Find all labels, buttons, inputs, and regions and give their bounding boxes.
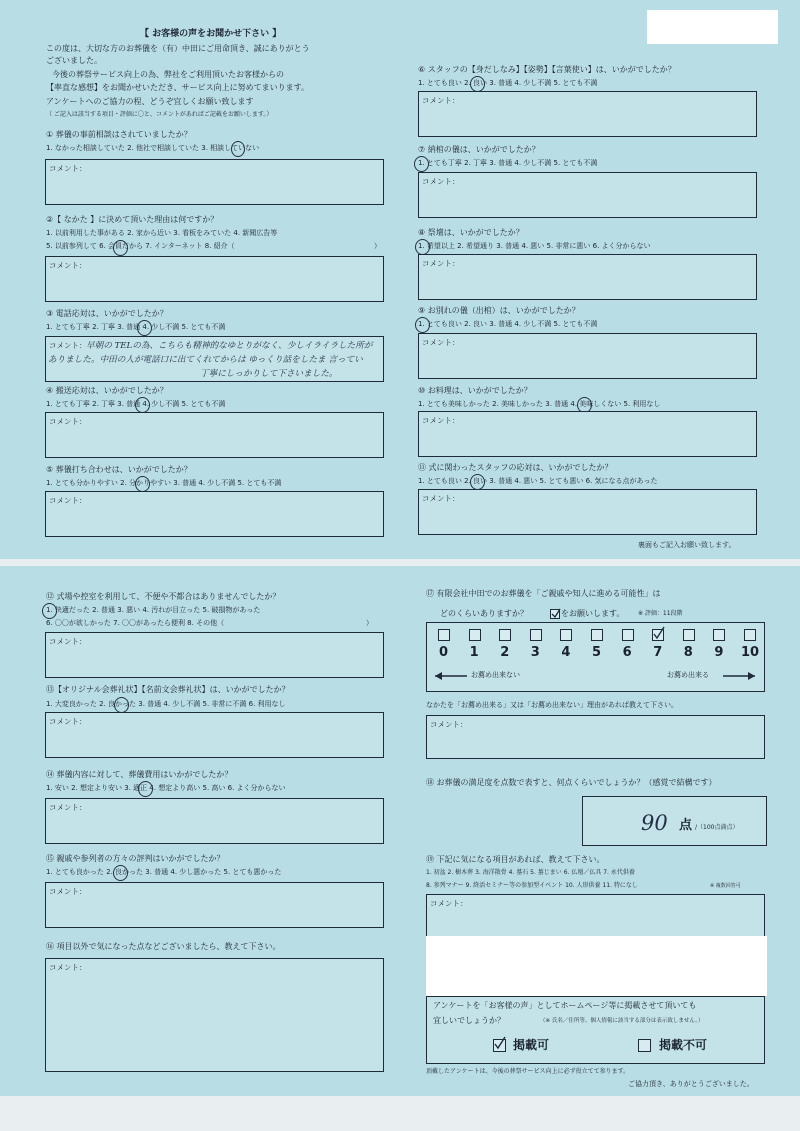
q15-options: 1. とても良かった 2. 良かった 3. 普通 4. 少し悪かった 5. とても悪かった — [46, 868, 282, 876]
survey-page-1 — [0, 0, 800, 559]
scale-left-label: お薦め出来ない — [471, 671, 520, 679]
q12-title: ⑫ 式場や控室を利用して、不便や不都合はありませんでしたか？ — [46, 592, 281, 601]
footer-thanks: ご協力頂き、ありがとうございました。 — [628, 1080, 754, 1088]
q12-options: 6. 〇〇が欲しかった 7. 〇〇があったら便利 8. その他（ — [46, 619, 225, 627]
comment-label: コメント： — [49, 341, 87, 350]
q7-options: 1. とても丁寧 2. 丁寧 3. 普通 4. 少し不満 5. とても不満 — [418, 159, 598, 167]
q18-score-box[interactable] — [582, 796, 767, 846]
q2-options: 5. 以前参列して 6. 会員だから 7. インターネット 8. 紹介（ — [46, 242, 235, 250]
answer-circle — [138, 781, 153, 797]
intro-line: アンケートへのご協力の程、どうぞ宜しくお願い致します — [46, 97, 254, 106]
comment-label: コメント： — [49, 717, 87, 726]
q14-comment-box[interactable] — [45, 798, 384, 844]
q15-comment-box[interactable] — [45, 882, 384, 928]
q14-options: 1. 安い 2. 想定より安い 3. 適正 4. 想定より高い 5. 高い 6. よく分からない — [46, 784, 286, 792]
comment-label: コメント： — [49, 963, 87, 972]
answer-circle — [113, 240, 128, 256]
comment-label: コメント： — [49, 803, 87, 812]
q17-check-note: をお願いします。 — [561, 609, 625, 618]
handwritten-comment: 丁寧にしっかりして下さいました。 — [200, 369, 338, 379]
score-unit: 点 — [679, 818, 693, 833]
answer-circle — [414, 156, 429, 172]
answer-circle — [470, 76, 485, 92]
q8-comment-box[interactable] — [418, 254, 757, 300]
page-footer: 裏面もご記入お願い致します。 — [638, 541, 736, 549]
comment-label: コメント： — [49, 887, 87, 896]
q8-title: ⑧ 祭壇は、いかがでしたか？ — [418, 228, 524, 237]
intro-line: 今後の葬祭サービス向上の為、弊社をご利用頂いたお客様からの — [52, 70, 284, 79]
handwritten-comment: 早朝の TELの為、こちらも精神的なゆとりがなく、少しイライラした所が — [86, 341, 373, 351]
scale-number-5: 5 — [592, 645, 602, 660]
check-mark-icon — [494, 1038, 506, 1050]
q2-options-end: ） — [374, 242, 381, 250]
q3-title: ③ 電話応対は、いかがでしたか？ — [46, 309, 168, 318]
q17-subtitle: どのくらいありますか？ — [440, 609, 528, 618]
scale-number-4: 4 — [561, 645, 571, 660]
q1-title: ① 葬儀の事前相談はされていましたか？ — [46, 130, 192, 139]
publish-question: 宜しいでしょうか？ — [433, 1016, 505, 1025]
q10-comment-box[interactable] — [418, 411, 757, 457]
redacted-area — [426, 936, 767, 996]
publish-yes-checkbox[interactable] — [493, 1039, 506, 1052]
answer-circle — [231, 141, 245, 157]
comment-label: コメント： — [422, 416, 460, 425]
q7-comment-box[interactable] — [418, 172, 757, 218]
scale-number-9: 9 — [714, 645, 724, 660]
answer-circle — [415, 239, 430, 255]
answer-circle — [470, 474, 485, 490]
q19-options: 8. 参列マナー 9. 終活セミナー等の参加型イベント 10. 人形供養 11. 特になし — [426, 882, 638, 889]
q5-options: 1. とても分かりやすい 2. 分かりやすい 3. 普通 4. 少し不満 5. とても不満 — [46, 479, 282, 487]
comment-label: コメント： — [49, 417, 87, 426]
comment-label: コメント： — [422, 96, 460, 105]
scale-number-8: 8 — [683, 645, 693, 660]
q17-reason-prompt: なかたを「お薦め出来る」又は「お薦め出来ない」理由があれば教えて下さい。 — [426, 701, 678, 709]
q11-options: 1. とても良い 2. 良い 3. 普通 4. 悪い 5. とても悪い 6. 気になる点があった — [418, 477, 658, 485]
footer-note: 頂戴したアンケートは、今後の葬祭サービス向上に必ず役立てて参ります。 — [426, 1068, 630, 1075]
q2-options: 1. 以前利用した事がある 2. 家から近い 3. 看板をみていた 4. 新聞広告等 — [46, 229, 278, 237]
scale-number-10: 10 — [741, 645, 760, 660]
comment-label: コメント： — [49, 637, 87, 646]
score-value: 90 — [641, 811, 668, 835]
q17-scale-note: ※ 評価：11段階 — [638, 610, 683, 617]
q11-comment-box[interactable] — [418, 489, 757, 535]
q4-comment-box[interactable] — [45, 412, 384, 458]
page-title: 【 お客様の声をお聞かせ下さい 】 — [140, 29, 282, 39]
q7-title: ⑦ 納棺の儀は、いかがでしたか？ — [418, 145, 540, 154]
scale-right-label: お薦め出来る — [667, 671, 709, 679]
q4-options: 1. とても丁寧 2. 丁寧 3. 普通 4. 少し不満 5. とても不満 — [46, 400, 226, 408]
intro-line: この度は、大切な方のお葬儀を（有）中田にご用命頂き、誠にありがとう — [46, 44, 310, 53]
q1-options: 1. なかった相談していた 2. 他社で相談していた 3. 相談していない — [46, 144, 260, 152]
comment-label: コメント： — [422, 494, 460, 503]
intro-line: ございました。 — [46, 56, 102, 65]
scale-number-3: 3 — [530, 645, 540, 660]
q1-comment-box[interactable] — [45, 159, 384, 205]
publish-permission-box — [426, 996, 765, 1064]
answer-circle — [415, 317, 430, 333]
q10-title: ⑩ お料理は、いかがでしたか？ — [418, 386, 532, 395]
q19-multi-note: ※ 複数回答可 — [710, 883, 741, 889]
q11-title: ⑪ 式に関わったスタッフの応対は、いかがでしたか？ — [418, 463, 613, 472]
q17-comment-box[interactable] — [426, 715, 765, 759]
publish-no-checkbox[interactable] — [638, 1039, 651, 1052]
score-max-note: /（100点満点） — [695, 824, 739, 831]
check-sample-box — [550, 609, 560, 619]
comment-label: コメント： — [430, 899, 468, 908]
q19-comment-box[interactable] — [426, 894, 765, 938]
comment-label: コメント： — [49, 496, 87, 505]
q9-comment-box[interactable] — [418, 333, 757, 379]
q8-options: 1. 希望以上 2. 希望通り 3. 普通 4. 悪い 5. 非常に悪い 6. よく分からない — [418, 242, 651, 250]
q6-options: 1. とても良い 2. 良い 3. 普通 4. 少し不満 5. とても不満 — [418, 79, 598, 87]
comment-label: コメント： — [422, 177, 460, 186]
q5-comment-box[interactable] — [45, 491, 384, 537]
scale-arrows — [427, 623, 764, 691]
q4-title: ④ 搬送応対は、いかがでしたか？ — [46, 386, 168, 395]
q10-options: 1. とても美味しかった 2. 美味しかった 3. 普通 4. 美味しくない 5. 利用なし — [418, 400, 661, 408]
arrow-right-icon — [748, 672, 755, 680]
handwritten-comment: ありました。中田の人が電話口に出てくれてからは ゆっくり話をしたま 言ってい — [48, 355, 363, 365]
scale-number-7: 7 — [653, 645, 663, 660]
q13-options: 1. 大変良かった 2. 良かった 3. 普通 4. 少し不満 5. 非常に不満 6. 利用なし — [46, 700, 286, 708]
answer-circle — [135, 397, 150, 413]
q3-options: 1. とても丁寧 2. 丁寧 3. 普通 4. 少し不満 5. とても不満 — [46, 323, 226, 331]
q6-comment-box[interactable] — [418, 91, 757, 137]
comment-label: コメント： — [49, 261, 87, 270]
answer-circle — [137, 320, 152, 336]
comment-label: コメント： — [422, 259, 460, 268]
recommend-scale — [426, 622, 765, 692]
q17-title: ⑰ 有限会社中田でのお葬儀を「ご親戚や知人に進める可能性」は — [426, 589, 661, 598]
publish-note: （※ 氏名／住所等、個人情報に該当する部分は表示致しません。） — [540, 1018, 704, 1024]
publish-question: アンケートを「お客様の声」としてホームページ等に掲載させて頂いても — [433, 1001, 697, 1010]
q12-options: 1. 快適だった 2. 普通 3. 悪い 4. 汚れが目立った 5. 破損物があった — [46, 606, 261, 614]
q2-comment-box[interactable] — [45, 256, 384, 302]
redacted-area — [647, 10, 778, 44]
q18-title: ⑱ お葬儀の満足度を点数で表すと、何点くらいでしょうか？（感覚で結構です） — [426, 778, 717, 787]
check-mark-icon — [551, 609, 561, 619]
intro-line: （ ご記入は該当する項目・評価に〇と、コメントがあればご記載をお願いします。） — [46, 111, 273, 118]
q6-title: ⑥ スタッフの【身だしなみ】【姿勢】【言葉使い】は、いかがでしたか？ — [418, 65, 676, 74]
q16-title: ⑯ 項目以外で気になった点などございましたら、教えて下さい。 — [46, 942, 281, 951]
comment-label: コメント： — [49, 164, 87, 173]
q12-options-end: ） — [366, 619, 373, 627]
survey-page-2 — [0, 566, 800, 1096]
q5-title: ⑤ 葬儀打ち合わせは、いかがでしたか？ — [46, 465, 192, 474]
q13-comment-box[interactable] — [45, 712, 384, 758]
arrow-left-icon — [435, 672, 442, 680]
q19-options: 1. 初盆 2. 樹木葬 3. 海洋散骨 4. 墓石 5. 墓じまい 6. 仏壇／仏具 7. 永代供養 — [426, 869, 635, 876]
q19-title: ⑲ 下記に気になる項目があれば、教えて下さい。 — [426, 855, 605, 864]
q15-title: ⑮ 親戚や参列者の方々の評判はいかがでしたか？ — [46, 854, 225, 863]
comment-label: コメント： — [422, 338, 460, 347]
answer-circle — [135, 476, 150, 492]
q9-title: ⑨ お別れの儀（出棺）は、いかがでしたか？ — [418, 306, 580, 315]
scale-number-0: 0 — [439, 645, 449, 660]
q16-comment-box[interactable] — [45, 958, 384, 1072]
q2-title: ②【 なかた 】に決めて頂いた理由は何ですか？ — [46, 215, 219, 224]
answer-circle — [114, 697, 129, 713]
publish-no-label: 掲載不可 — [659, 1038, 708, 1052]
scale-number-6: 6 — [622, 645, 632, 660]
comment-label: コメント： — [430, 720, 468, 729]
q14-title: ⑭ 葬儀内容に対して、葬儀費用はいかがでしたか？ — [46, 770, 233, 779]
answer-circle — [42, 603, 57, 619]
publish-yes-label: 掲載可 — [513, 1038, 550, 1052]
intro-line: 【率直な感想】をお聞かせいただき、サービス向上に努めてまいります。 — [46, 83, 310, 92]
q12-comment-box[interactable] — [45, 632, 384, 678]
scale-number-2: 2 — [500, 645, 510, 660]
answer-circle — [113, 865, 128, 881]
scale-number-1: 1 — [469, 645, 479, 660]
q9-options: 1. とても良い 2. 良い 3. 普通 4. 少し不満 5. とても不満 — [418, 320, 598, 328]
q13-title: ⑬【オリジナル会葬礼状】【名前文会葬礼状】は、いかがでしたか？ — [46, 685, 290, 694]
